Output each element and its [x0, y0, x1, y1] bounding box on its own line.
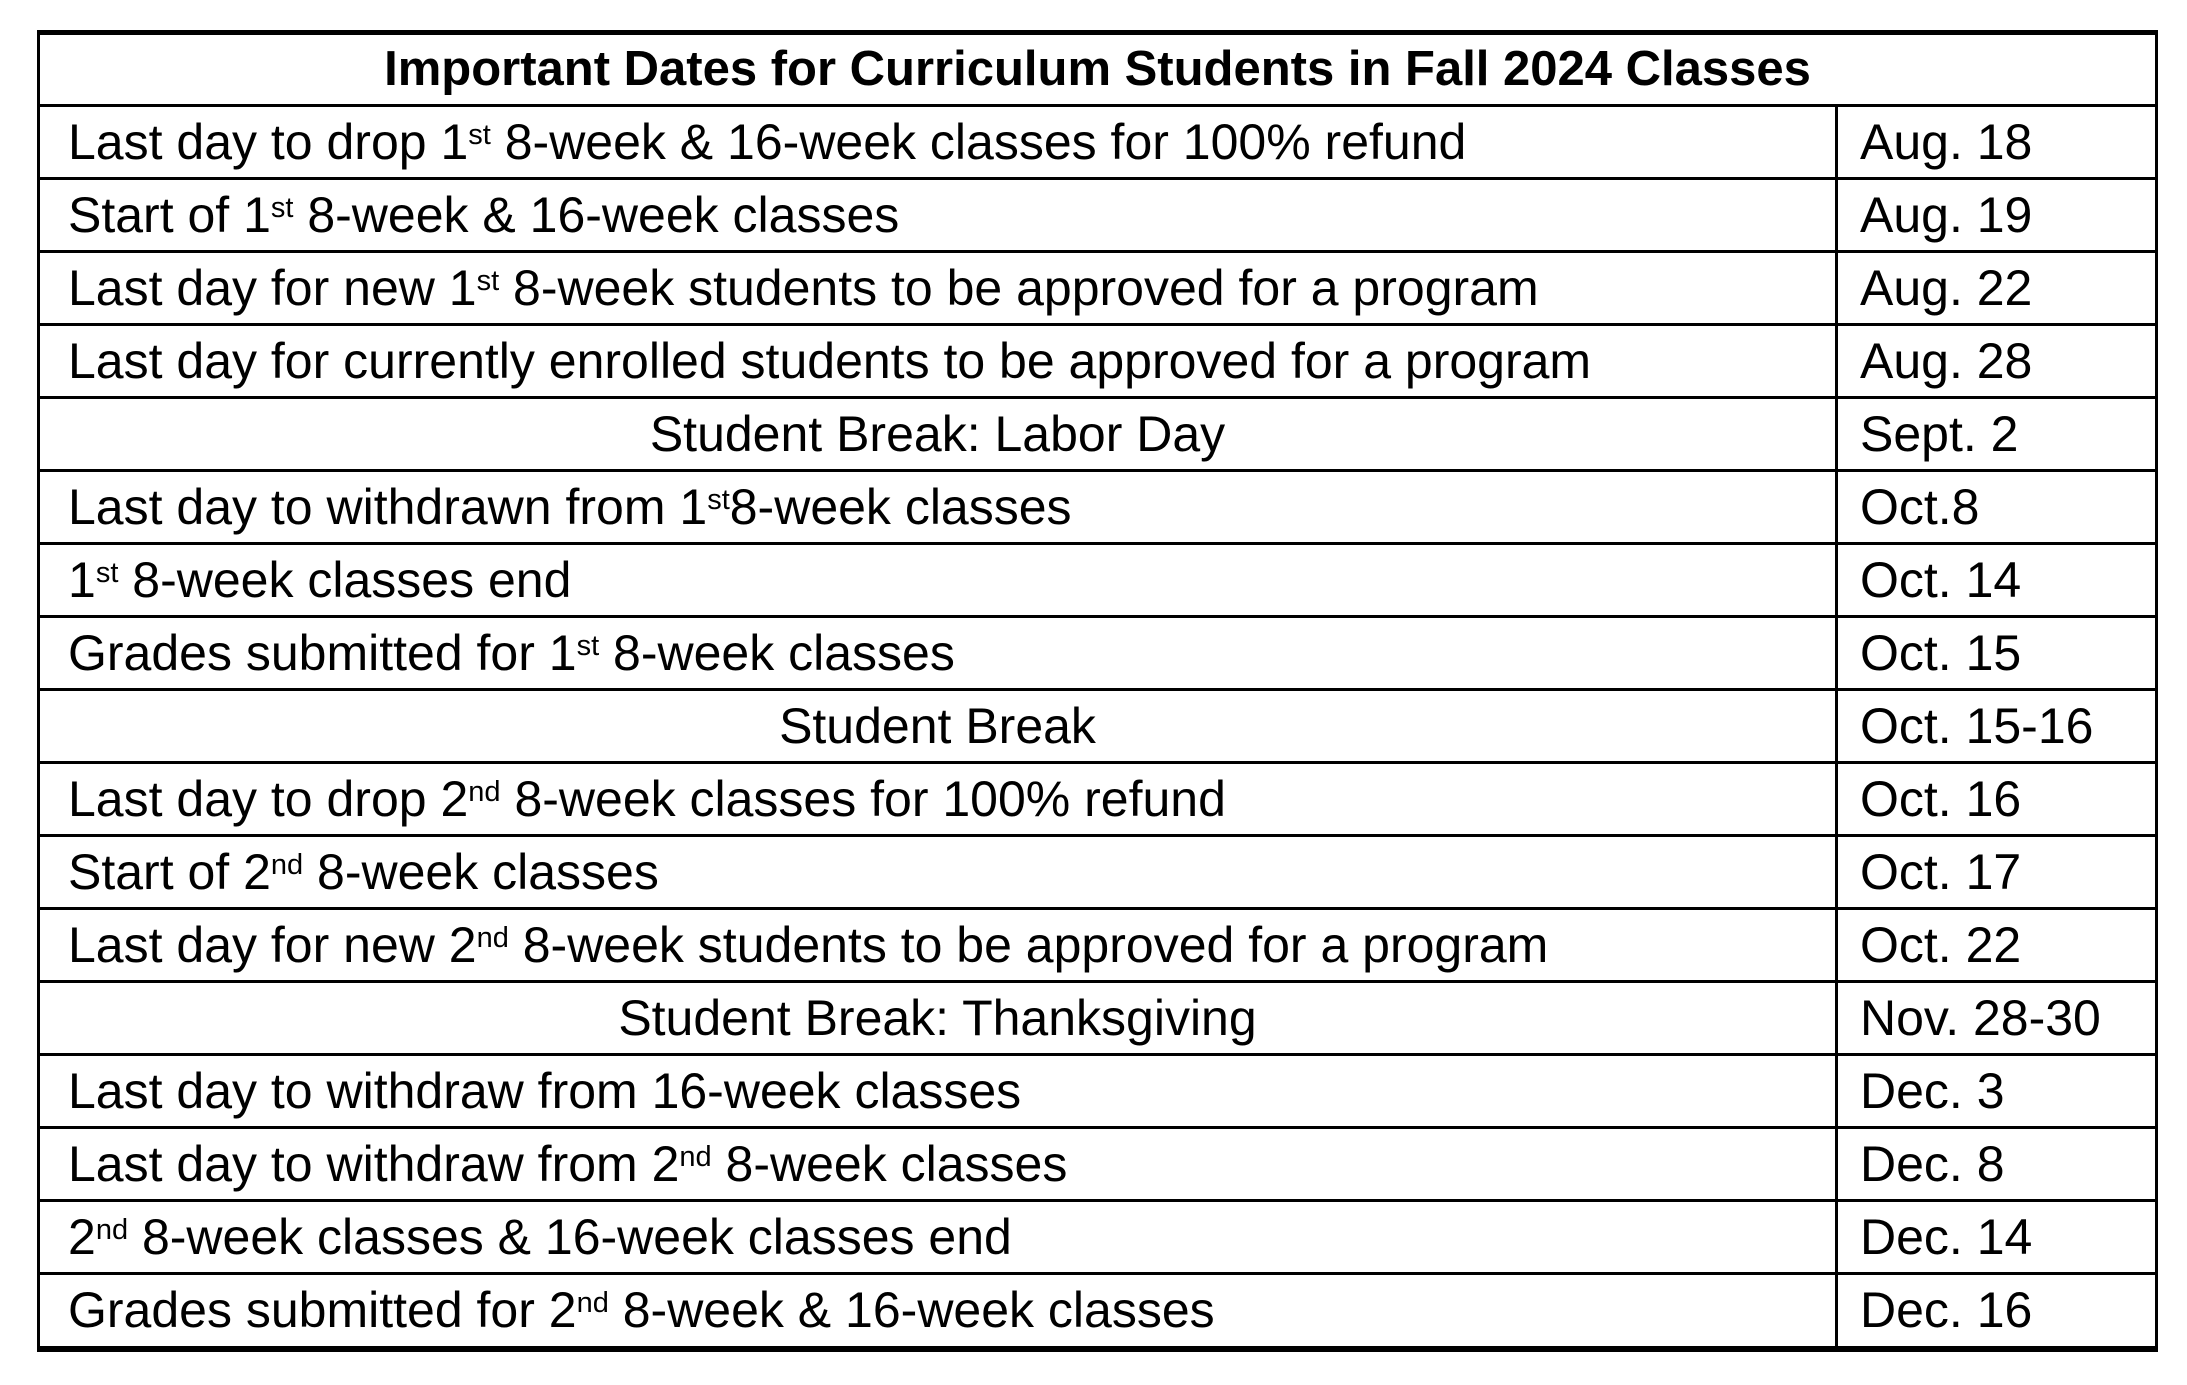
date-cell: Oct. 22 — [1837, 909, 2157, 982]
date-cell: Dec. 3 — [1837, 1055, 2157, 1128]
table-row — [39, 325, 2157, 398]
table-row — [39, 252, 2157, 325]
date-cell: Aug. 28 — [1837, 325, 2157, 398]
table-title-row — [39, 33, 2157, 106]
date-cell: Aug. 22 — [1837, 252, 2157, 325]
table-row — [39, 836, 2157, 909]
important-dates-table-body — [39, 33, 2157, 1350]
table-row — [39, 763, 2157, 836]
date-cell: Oct. 17 — [1837, 836, 2157, 909]
date-cell: Aug. 18 — [1837, 105, 2157, 178]
table-row — [39, 982, 2157, 1055]
table-row — [39, 1274, 2157, 1349]
table-row — [39, 398, 2157, 471]
date-cell: Oct. 14 — [1837, 544, 2157, 617]
event-cell: Last day for new 1st 8-week students to be approved for a program — [39, 252, 1837, 325]
table-row — [39, 1201, 2157, 1274]
event-cell: Start of 2nd 8-week classes — [39, 836, 1837, 909]
date-cell: Dec. 14 — [1837, 1201, 2157, 1274]
date-cell: Dec. 16 — [1837, 1274, 2157, 1349]
event-cell: Student Break: Thanksgiving — [39, 982, 1837, 1055]
table-row — [39, 909, 2157, 982]
table-row — [39, 690, 2157, 763]
table-row — [39, 617, 2157, 690]
date-cell: Oct. 15 — [1837, 617, 2157, 690]
event-cell: Last day for new 2nd 8-week students to be approved for a program — [39, 909, 1837, 982]
date-cell: Dec. 8 — [1837, 1128, 2157, 1201]
table-row — [39, 1128, 2157, 1201]
date-cell: Sept. 2 — [1837, 398, 2157, 471]
event-cell: Student Break — [39, 690, 1837, 763]
table-row — [39, 178, 2157, 251]
event-cell: Student Break: Labor Day — [39, 398, 1837, 471]
table-row — [39, 471, 2157, 544]
event-cell: 2nd 8-week classes & 16-week classes end — [39, 1201, 1837, 1274]
event-cell: Grades submitted for 2nd 8-week & 16-week classes — [39, 1274, 1837, 1349]
table-row — [39, 1055, 2157, 1128]
event-cell: Last day to withdrawn from 1st8-week classes — [39, 471, 1837, 544]
event-cell: Last day to drop 1st 8-week & 16-week classes for 100% refund — [39, 105, 1837, 178]
event-cell: Last day to drop 2nd 8-week classes for 100% refund — [39, 763, 1837, 836]
date-cell: Aug. 19 — [1837, 178, 2157, 251]
event-cell: Start of 1st 8-week & 16-week classes — [39, 178, 1837, 251]
date-cell: Oct. 15-16 — [1837, 690, 2157, 763]
table-row — [39, 105, 2157, 178]
important-dates-table — [37, 30, 2158, 1352]
event-cell: Grades submitted for 1st 8-week classes — [39, 617, 1837, 690]
date-cell: Nov. 28-30 — [1837, 982, 2157, 1055]
event-cell: Last day to withdraw from 2nd 8-week classes — [39, 1128, 1837, 1201]
table-row — [39, 544, 2157, 617]
date-cell: Oct.8 — [1837, 471, 2157, 544]
table-title: Important Dates for Curriculum Students in Fall 2024 Classes — [39, 33, 2157, 106]
event-cell: Last day for currently enrolled students to be approved for a program — [39, 325, 1837, 398]
date-cell: Oct. 16 — [1837, 763, 2157, 836]
event-cell: 1st 8-week classes end — [39, 544, 1837, 617]
event-cell: Last day to withdraw from 16-week classes — [39, 1055, 1837, 1128]
